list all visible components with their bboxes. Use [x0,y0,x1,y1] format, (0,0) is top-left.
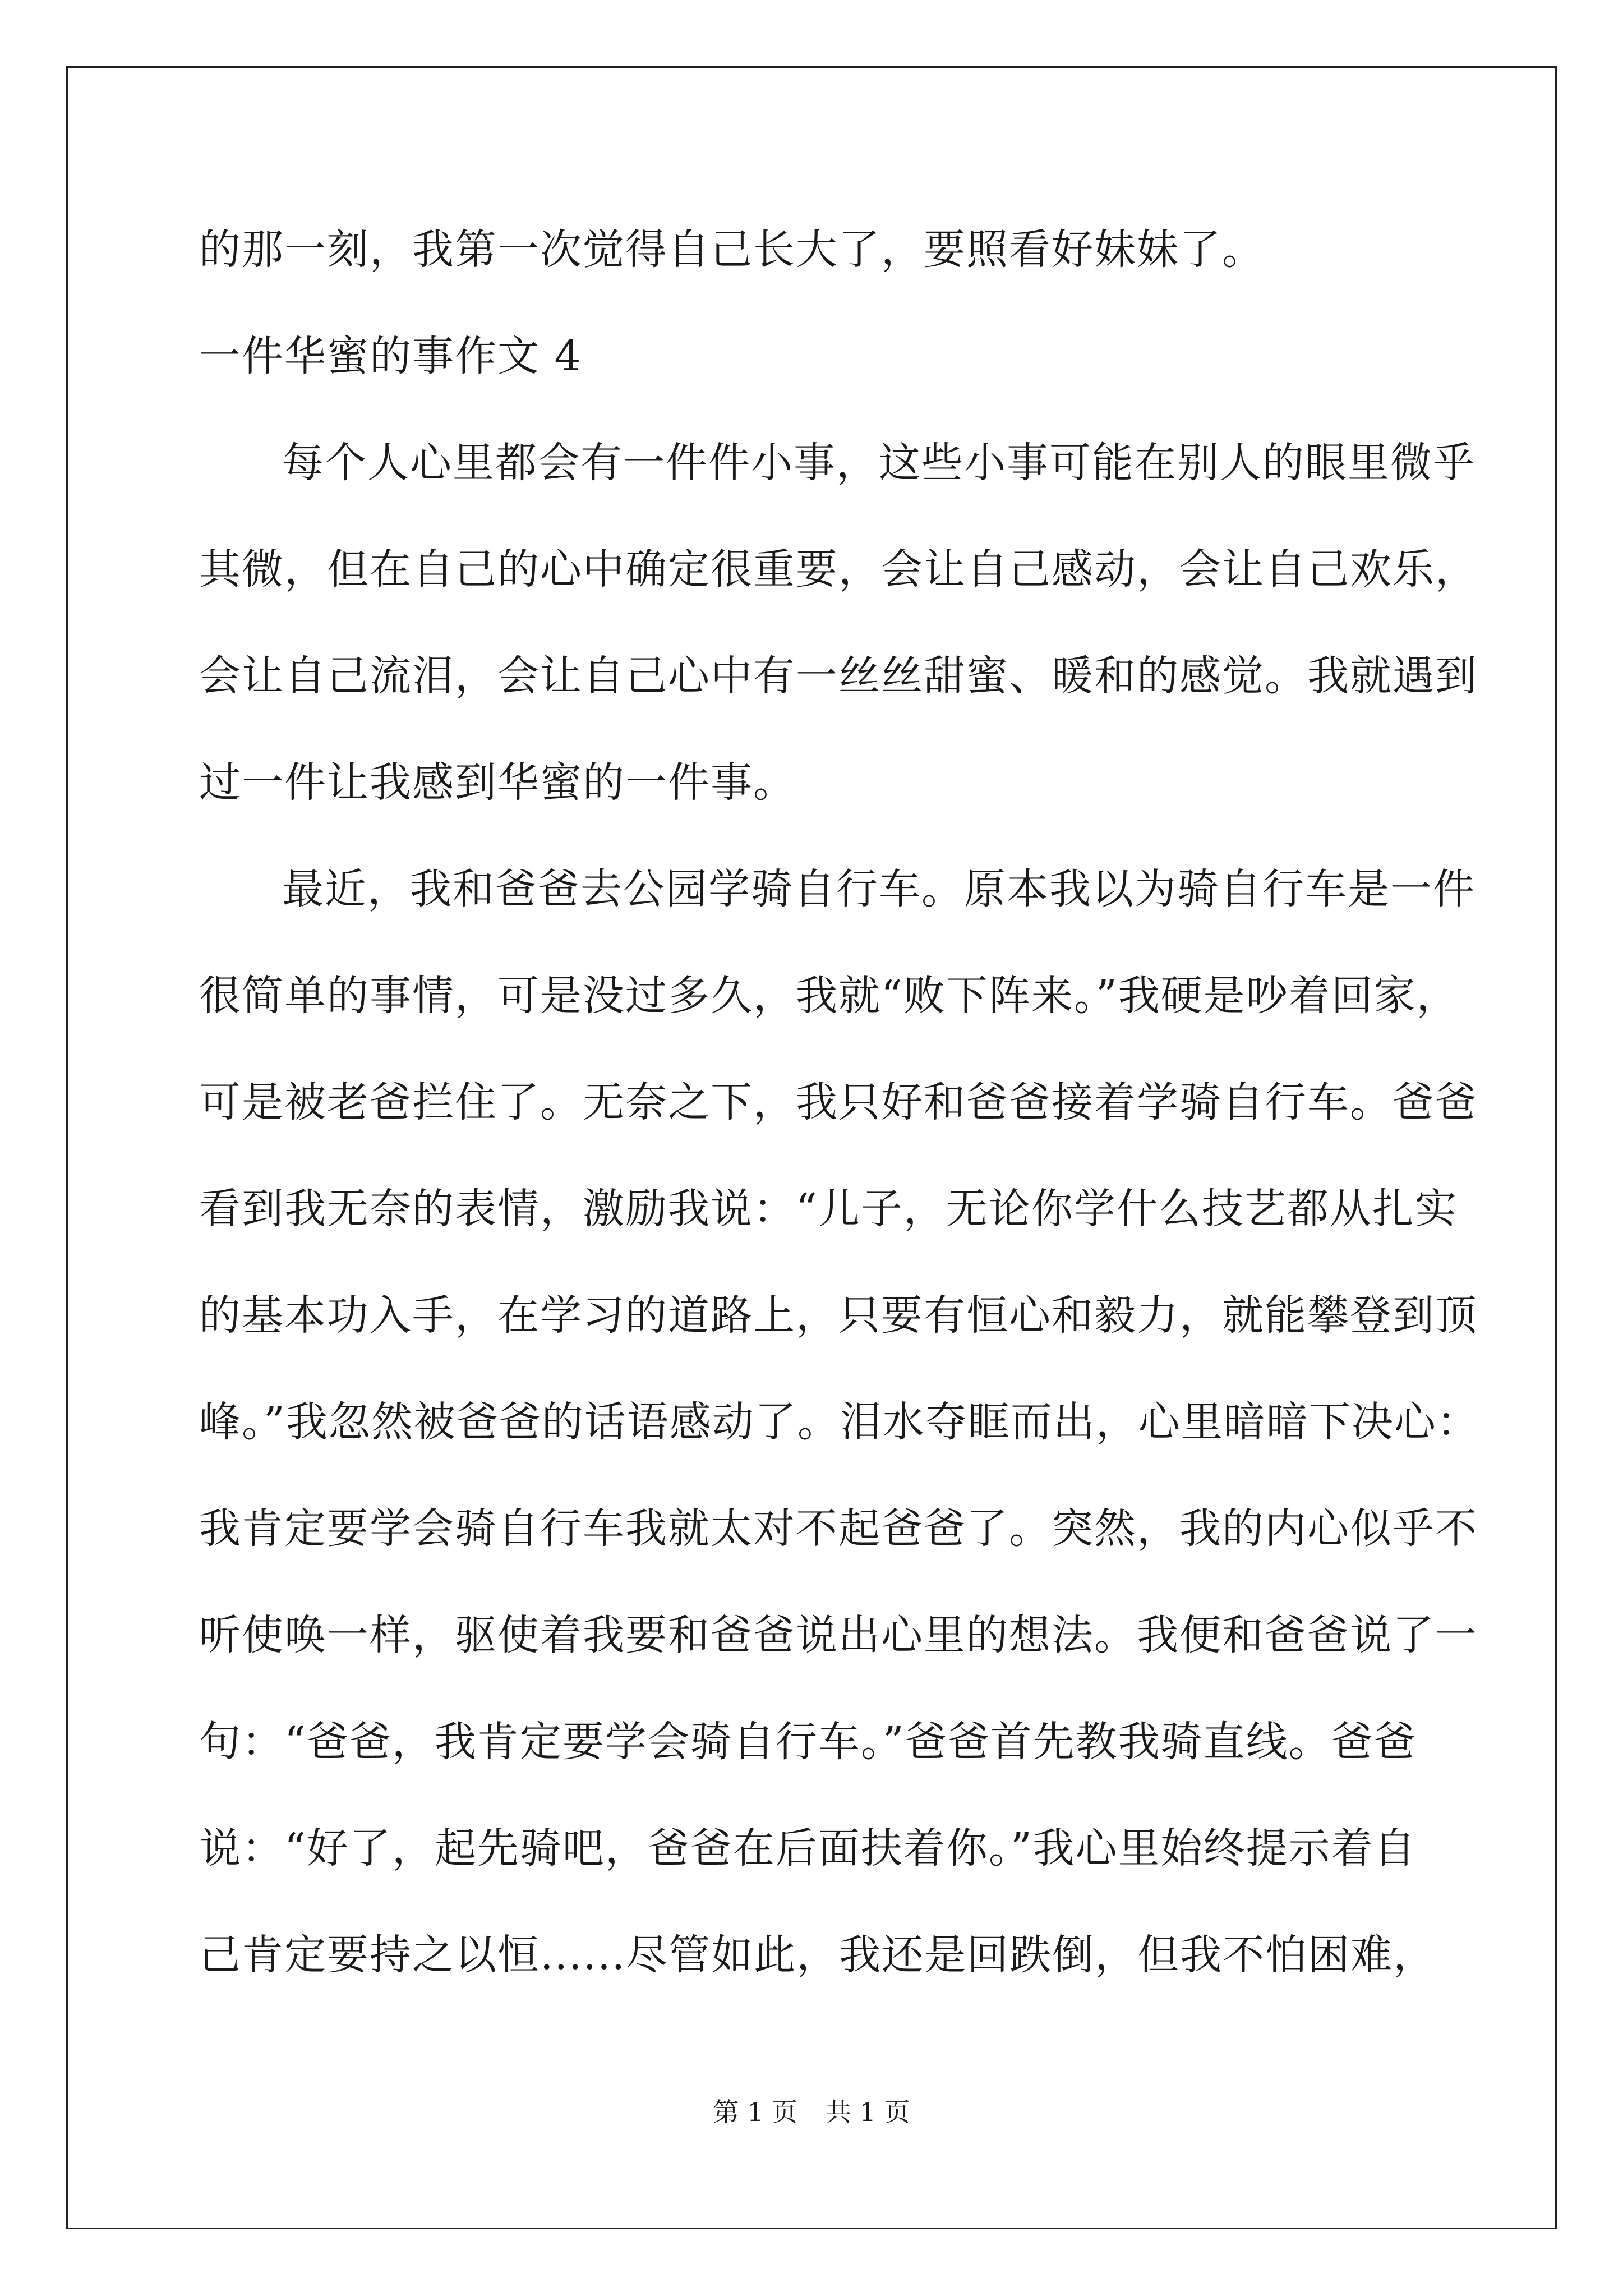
section-heading: 一件华蜜的事作文 4 [199,332,582,380]
text-line: 的基本功入手，在学习的道路上，只要有恒心和毅力，就能攀登到顶 [199,1291,1478,1340]
text-line: 其微，但在自己的心中确定很重要，会让自己感动，会让自己欢乐， [199,545,1478,593]
text-line: 看到我无奈的表情，激励我说：“儿子，无论你学什么技艺都从扎实 [199,1185,1458,1233]
text-line: 己肯定要持之以恒......尽管如此，我还是回跌倒，但我不怕困难， [199,1931,1436,1979]
text-line: 最近，我和爸爸去公园学骑自行车。原本我以为骑自行车是一件 [282,865,1476,913]
text-line: 过一件让我感到华蜜的一件事。 [199,758,796,807]
text-line: 可是被老爸拦住了。无奈之下，我只好和爸爸接着学骑自行车。爸爸 [199,1078,1478,1126]
text-line: 峰。”我忽然被爸爸的话语感动了。泪水夺眶而出，心里暗暗下决心： [199,1398,1479,1446]
text-line: 句：“爸爸，我肯定要学会骑自行车。”爸爸首先教我骑直线。爸爸 [199,1718,1417,1766]
text-line: 听使唤一样，驱使着我要和爸爸说出心里的想法。我便和爸爸说了一 [199,1611,1478,1659]
text-line: 很简单的事情，可是没过多久，我就“败下阵来。”我硬是吵着回家， [199,972,1459,1020]
text-line: 每个人心里都会有一件件小事，这些小事可能在别人的眼里微乎 [282,439,1476,487]
page-border [66,66,1557,2229]
text-line: 会让自己流泪，会让自己心中有一丝丝甜蜜、暖和的感觉。我就遇到 [199,652,1478,700]
text-line: 的那一刻，我第一次觉得自己长大了，要照看好妹妹了。 [199,226,1265,274]
page-total: 共 1 页 [826,2097,910,2127]
page-footer [0,2095,1623,2129]
page-number: 第 1 页 [713,2097,797,2127]
text-line: 说：“好了，起先骑吧，爸爸在后面扶着你。”我心里始终提示着自 [199,1824,1417,1872]
text-line: 我肯定要学会骑自行车我就太对不起爸爸了。突然，我的内心似乎不 [199,1504,1478,1553]
